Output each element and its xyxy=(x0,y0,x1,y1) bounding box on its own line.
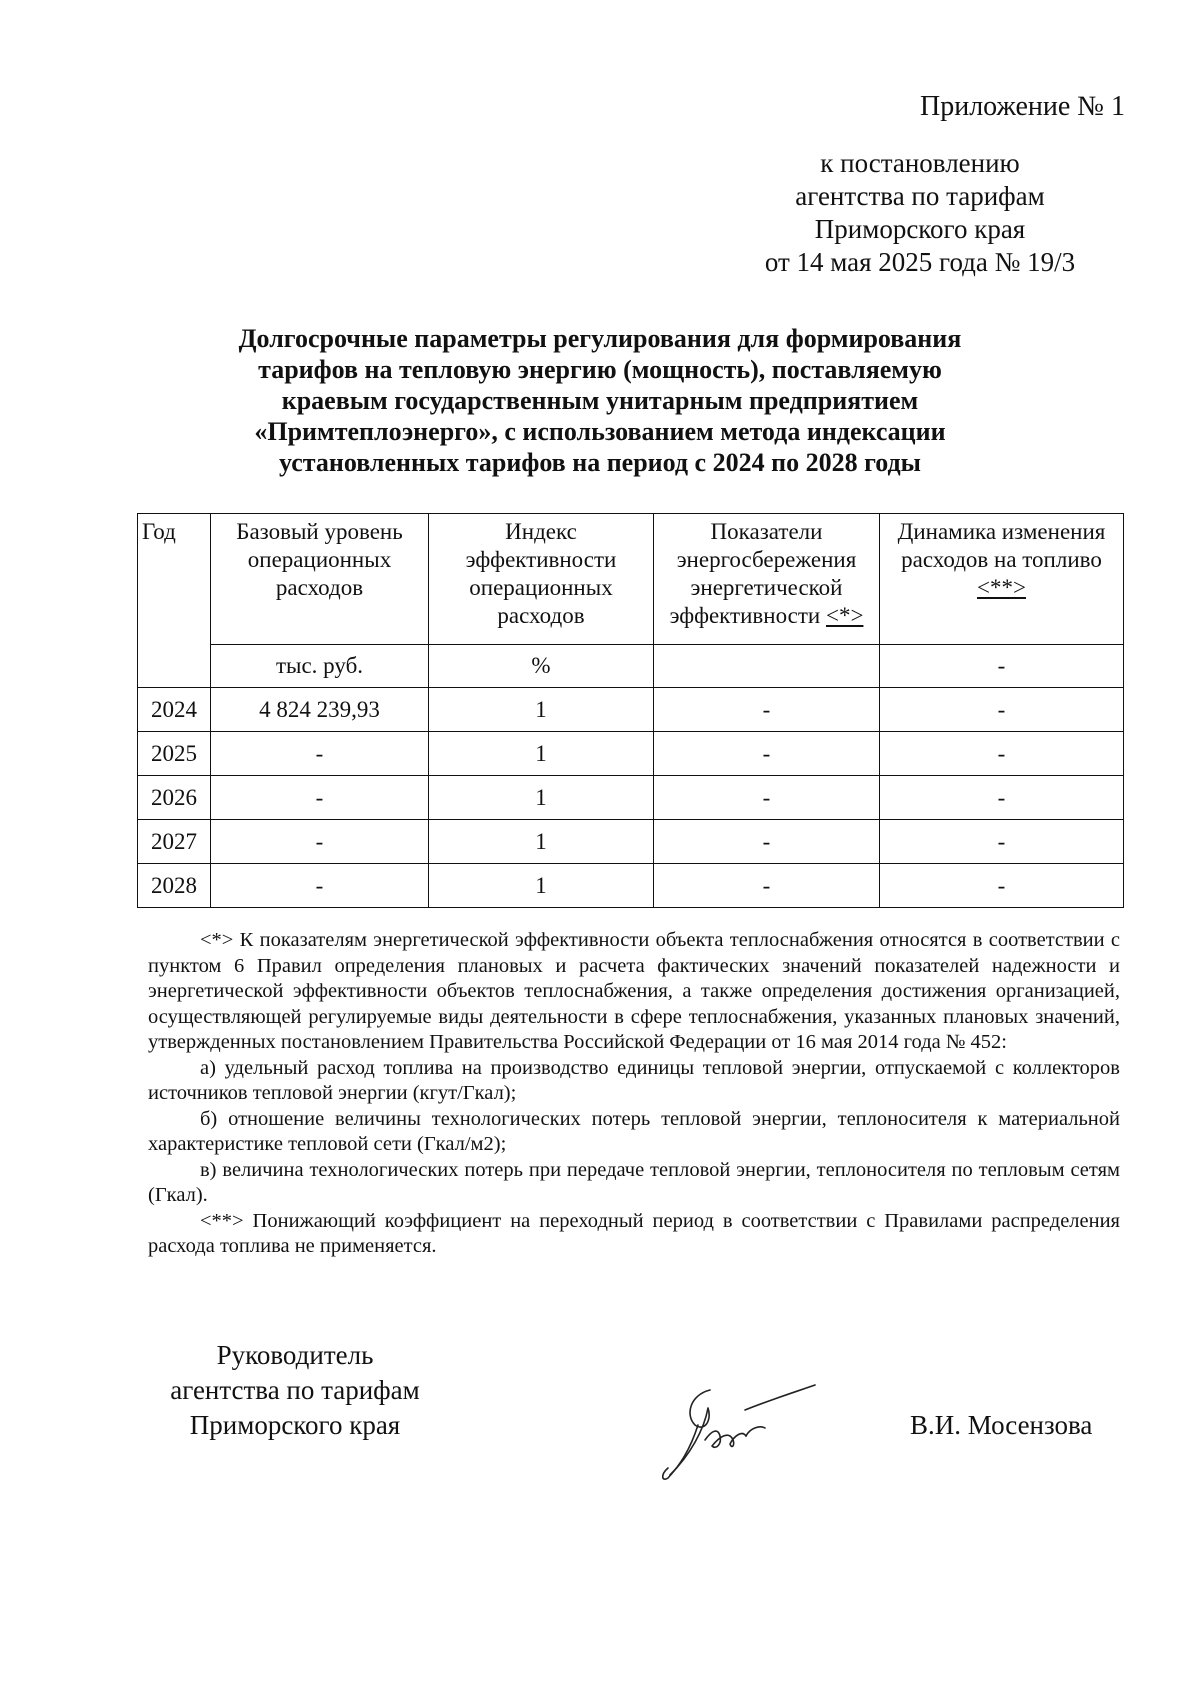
row-fuel: - xyxy=(880,864,1124,908)
unit-fuel: - xyxy=(880,645,1124,688)
title-line-2: тарифов на тепловую энергию (мощность), поставляемую xyxy=(258,355,942,384)
unit-base: тыс. руб. xyxy=(211,645,429,688)
header-energy-saving xyxy=(654,514,880,645)
header-year xyxy=(138,514,211,688)
row-base: - xyxy=(211,776,429,820)
header-index-line: расходов xyxy=(497,603,585,628)
signatory-role-line: Руководитель xyxy=(216,1340,374,1370)
document-title xyxy=(150,323,1050,478)
row-index: 1 xyxy=(429,820,654,864)
row-energy: - xyxy=(654,820,880,864)
row-energy: - xyxy=(654,776,880,820)
table-row xyxy=(138,864,1124,908)
annex-line-4: от 14 мая 2025 года № 19/3 xyxy=(764,247,1076,277)
row-base: - xyxy=(211,864,429,908)
header-base-line: операционных xyxy=(247,547,392,572)
title-line-3: краевым государственным унитарным предприятием xyxy=(281,386,919,415)
footnote-item-c: в) величина технологических потерь при передаче тепловой энергии, теплоносителя по тепловым сетям (Гкал). xyxy=(148,1158,1120,1206)
header-base-line: Базовый уровень xyxy=(236,519,403,544)
row-year: 2027 xyxy=(138,820,211,864)
table-units-row xyxy=(138,645,1124,688)
title-line-5: установленных тарифов на период с 2024 по 2028 годы xyxy=(279,448,921,477)
annex-line-2: агентства по тарифам xyxy=(795,181,1045,211)
table-row xyxy=(138,820,1124,864)
header-fuel-line: расходов на топливо xyxy=(901,547,1102,572)
table-header-row xyxy=(138,514,1124,645)
annex-line-1: к постановлению xyxy=(820,148,1020,178)
row-index: 1 xyxy=(429,732,654,776)
unit-index: % xyxy=(429,645,654,688)
signatory-role-line: агентства по тарифам xyxy=(170,1375,420,1405)
title-line-1: Долгосрочные параметры регулирования для формирования xyxy=(238,324,962,353)
header-index-line: эффективности xyxy=(465,547,617,572)
table-row xyxy=(138,776,1124,820)
parameters-table xyxy=(137,513,1124,908)
row-energy: - xyxy=(654,732,880,776)
header-index-line: Индекс xyxy=(505,519,577,544)
header-energy-line: энергосбережения xyxy=(676,547,857,572)
header-index-line: операционных xyxy=(469,575,613,600)
row-year: 2028 xyxy=(138,864,211,908)
row-base: - xyxy=(211,732,429,776)
footnote-ref-1: <*> xyxy=(825,603,864,628)
title-line-4: «Примтеплоэнерго», с использованием метода индексации xyxy=(254,417,946,446)
row-fuel: - xyxy=(880,776,1124,820)
row-fuel: - xyxy=(880,688,1124,732)
row-fuel: - xyxy=(880,820,1124,864)
footnote-1: <*> К показателям энергетической эффективности объекта теплоснабжения относятся в соответствии с пунктом 6 Правил определения плановых и расчета фактических значений показателей надежности и энергетической эффективности объектов теплоснабжения, а также определения достижения организацией, осуществляющей регулируемые виды деятельности в сфере теплоснабжения, указанных плановых значений, утвержденных постановлением Правительства Российской Федерации от 16 мая 2014 года № 452: xyxy=(148,929,1120,1053)
footnote-ref-2: <**> xyxy=(977,575,1026,600)
row-index: 1 xyxy=(429,688,654,732)
footnote-item-b: б) отношение величины технологических потерь тепловой энергии, теплоносителя к материальной характеристике тепловой сети (Гкал/м2); xyxy=(148,1107,1120,1155)
row-base: - xyxy=(211,820,429,864)
table-row xyxy=(138,688,1124,732)
header-fuel-dynamics xyxy=(880,514,1124,645)
signatory-position xyxy=(160,1338,430,1443)
header-energy-line: Показатели xyxy=(710,519,823,544)
row-year: 2024 xyxy=(138,688,211,732)
footnote-2: <**> Понижающий коэффициент на переходный период в соответствии с Правилами распределения расхода топлива не применяется. xyxy=(148,1209,1120,1257)
row-index: 1 xyxy=(429,864,654,908)
row-year: 2026 xyxy=(138,776,211,820)
header-fuel-line: Динамика изменения xyxy=(897,519,1106,544)
header-energy-word: эффективности xyxy=(669,603,821,628)
footnote-item-a: а) удельный расход топлива на производство единицы тепловой энергии, отпускаемой с коллекторов источников тепловой энергии (кгут/Гкал); xyxy=(148,1056,1120,1104)
row-year: 2025 xyxy=(138,732,211,776)
row-index: 1 xyxy=(429,776,654,820)
table-row xyxy=(138,732,1124,776)
header-base-level xyxy=(211,514,429,645)
annex-header xyxy=(700,90,1140,279)
row-energy: - xyxy=(654,688,880,732)
row-base: 4 824 239,93 xyxy=(211,688,429,732)
header-year-label: Год xyxy=(142,519,176,544)
signatory-role-line: Приморского края xyxy=(189,1410,401,1440)
handwritten-signature xyxy=(650,1370,820,1485)
row-energy: - xyxy=(654,864,880,908)
annex-number: Приложение № 1 xyxy=(920,91,1125,122)
header-base-line: расходов xyxy=(275,575,364,600)
row-fuel: - xyxy=(880,732,1124,776)
header-energy-line xyxy=(658,602,875,630)
annex-line-3: Приморского края xyxy=(814,214,1026,244)
unit-energy xyxy=(654,645,880,688)
footnotes xyxy=(148,928,1120,1260)
header-energy-line: энергетической xyxy=(690,575,843,600)
signatory-name: В.И. Мосензова xyxy=(910,1410,1093,1440)
header-efficiency-index xyxy=(429,514,654,645)
